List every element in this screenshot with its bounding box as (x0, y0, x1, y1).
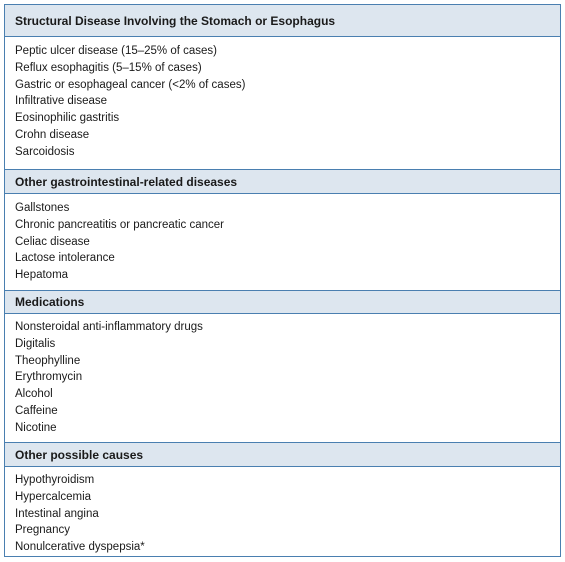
list-item: Reflux esophagitis (5–15% of cases) (15, 61, 202, 74)
section-items-gastrointestinal-diseases (5, 194, 560, 290)
list-item: Sarcoidosis (15, 145, 75, 158)
list-item: Lactose intolerance (15, 252, 115, 265)
list-item: Infiltrative disease (15, 95, 108, 108)
list-item: Nonulcerative dyspepsia* (15, 541, 145, 554)
section-header-medications: Medications (5, 290, 560, 314)
list-item: Hepatoma (15, 269, 69, 282)
section-header-structural-disease: Structural Disease Involving the Stomach or Esophagus (5, 5, 560, 37)
list-item: Theophylline (15, 354, 81, 367)
list-item: Pregnancy (15, 524, 70, 537)
section-header-gastrointestinal-diseases: Other gastrointestinal-related diseases (5, 169, 560, 194)
section-items-structural-disease (5, 37, 560, 169)
section-items-other-causes (5, 467, 560, 557)
list-item: Gallstones (15, 202, 70, 214)
list-item: Hypothyroidism (15, 474, 95, 486)
list-item: Digitalis (15, 337, 56, 350)
list-item: Chronic pancreatitis or pancreatic cancer (15, 218, 225, 231)
list-item: Gastric or esophageal cancer (<2% of cases) (15, 78, 246, 91)
list-item: Erythromycin (15, 371, 83, 384)
list-item: Intestinal angina (15, 507, 99, 520)
list-item: Crohn disease (15, 128, 90, 141)
list-item: Nonsteroidal anti-inflammatory drugs (15, 321, 203, 333)
section-items-medications (5, 314, 560, 442)
list-item: Hypercalcemia (15, 490, 92, 503)
section-header-other-causes: Other possible causes (5, 442, 560, 467)
causes-table (4, 4, 561, 557)
list-item: Caffeine (15, 404, 58, 417)
list-item: Nicotine (15, 421, 57, 434)
list-item: Eosinophilic gastritis (15, 112, 120, 125)
list-item: Celiac disease (15, 235, 90, 248)
list-item: Alcohol (15, 388, 53, 401)
list-item: Peptic ulcer disease (15–25% of cases) (15, 45, 217, 57)
